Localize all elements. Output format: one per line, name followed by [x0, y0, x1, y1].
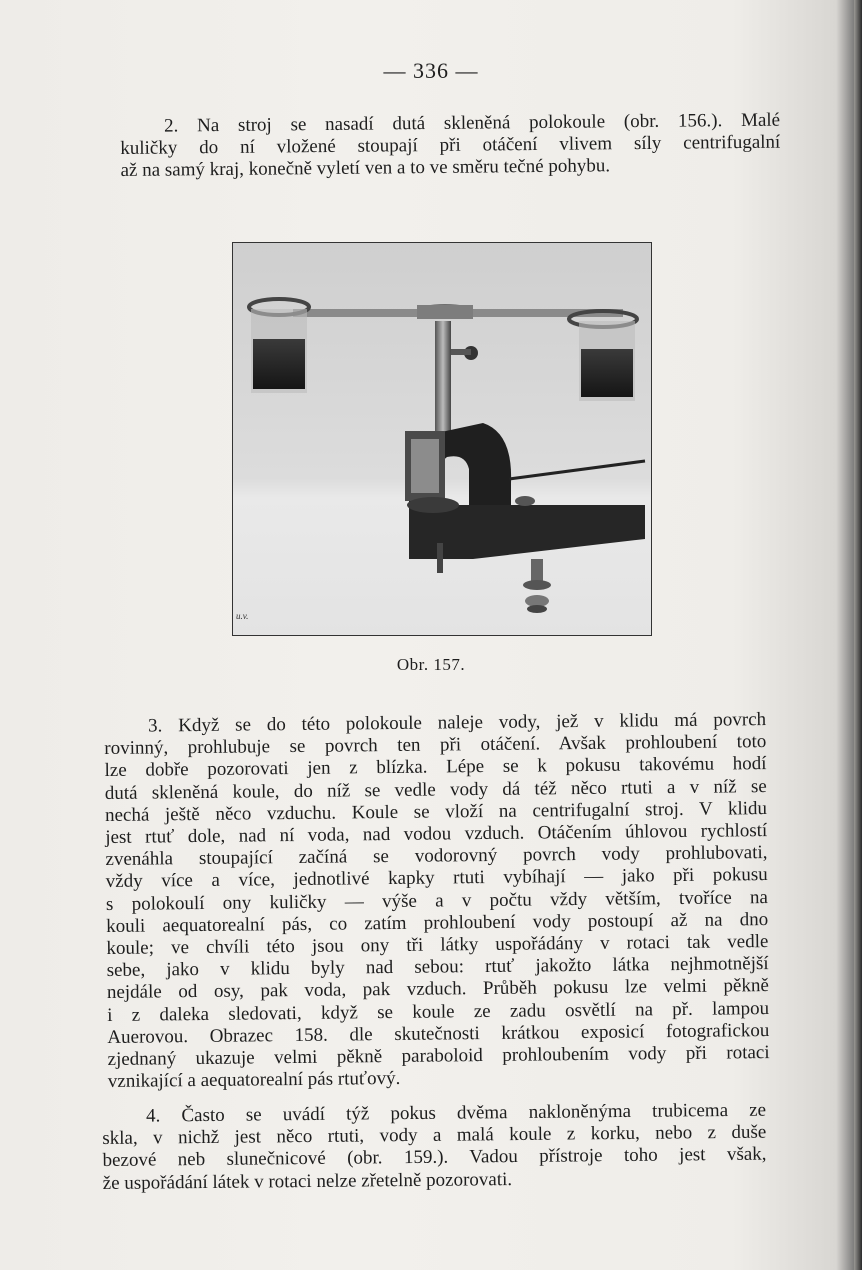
- book-spine-shadow: [854, 0, 862, 1270]
- paragraph-line: koule; ve chvíli této jsou ony tři látky uspořádány v rotaci tak vedle: [106, 931, 769, 960]
- paragraph-2: [120, 110, 781, 183]
- paragraph-3: [104, 709, 770, 1093]
- page-number: — 336 —: [383, 58, 479, 83]
- paragraph-line: zvenáhla stoupající začíná se vodorovný povrch vody prohlubovati,: [105, 842, 768, 871]
- figure-caption: Obr. 157.: [396, 655, 466, 674]
- photographer-initials: u.v.: [236, 611, 249, 621]
- paragraph-line: vznikající a aequatorealní pás rtuťový.: [107, 1068, 401, 1093]
- paragraph-line: s polokoulí ony kuličky — výše a v počtu vždy větším, tvoříce na: [105, 886, 769, 915]
- figure-photo-centrifugal-apparatus: [232, 242, 652, 636]
- paragraph-line: rovinný, prohlubuje se povrch ten při otáčení. Avšak prohloubení toto: [104, 731, 767, 760]
- paragraph-line: kuličky do ní vložené stoupají při otáčení vlivem síly centrifugalní: [120, 131, 781, 160]
- paragraph-line: bezové neb slunečnicové (obr. 159.). Vadou přístroje toho jest však,: [102, 1144, 767, 1172]
- paragraph-line: nechá ještě něco vzduchu. Koule se vloží na centrifugalní stroj. V klidu: [104, 797, 768, 826]
- paragraph-line: lze dobře pozorovati jen z blízka. Lépe se k pokusu takovému hodí: [104, 753, 767, 782]
- paragraph-line: 2. Na stroj se nasadí dutá skleněná polokoule (obr. 156.). Malé: [163, 109, 781, 137]
- paragraph-line: sebe, jako v klidu byly nad sebou: rtuť jakožto látka nejhmotnější: [106, 953, 769, 982]
- paragraph-line: až na samý kraj, konečně vyletí ven a to ve směru tečné pohybu.: [120, 155, 611, 182]
- paragraph-line: 4. Často se uvádí týž pokus dvěma nakloněnýma trubicema ze: [145, 1099, 767, 1127]
- paragraph-line: zjednaný ukazuje velmi pěkně paraboloid prohloubením vody při rotaci: [107, 1042, 770, 1071]
- paragraph-line: jest rtuť dole, nad ní voda, nad vodou vzduch. Otáčením úhlovou rychlostí: [105, 820, 768, 849]
- paragraph-4: [102, 1100, 767, 1195]
- apparatus-photo-illustration: [233, 243, 651, 635]
- paragraph-line: že uspořádání látek v rotaci nelze zřetelně pozorovati.: [102, 1168, 513, 1194]
- paragraph-line: nejdále od osy, pak voda, pak vzduch. Průběh pokusu lze velmi pěkně: [106, 975, 769, 1004]
- paragraph-line: i z daleka sledovati, když se koule ze zadu osvětlí na př. lampou: [107, 997, 770, 1026]
- paragraph-line: kouli aequatorealní pás, co zatím prohloubení vody postoupí až na dno: [106, 908, 769, 937]
- paragraph-line: Auerovou. Obrazec 158. dle skutečnosti krátkou exposicí fotografickou: [107, 1019, 770, 1048]
- paragraph-line: 3. Když se do této polokoule naleje vody, jež v klidu má povrch: [147, 709, 767, 737]
- paragraph-line: dutá skleněná koule, do níž se vedle vody dá též něco rtuti a v níž se: [104, 775, 767, 804]
- paragraph-line: skla, v nichž jest něco rtuti, vody a malá koule z korku, nebo z duše: [102, 1121, 767, 1150]
- paragraph-line: vždy více a více, jednotlivé kapky rtuti vybíhají — jako při pokusu: [105, 864, 768, 893]
